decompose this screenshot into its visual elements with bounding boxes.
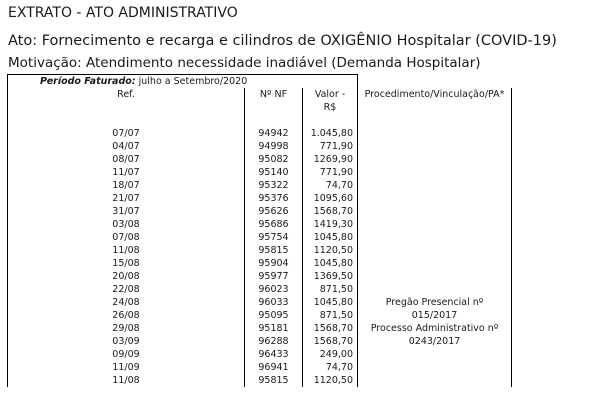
row-nf: 95815 [245,374,303,387]
motivation-line: Motivação: Atendimento necessidade inadiável (Demanda Hospitalar) [8,55,481,71]
row-ref: 20/08 [8,270,245,283]
row-procedimento [358,192,512,205]
valor-header-line1: Valor - [314,89,346,100]
period-value: julho a Setembro/2020 [138,76,248,87]
row-valor: 1.045,80 [303,127,358,140]
row-valor: 771,90 [303,140,358,153]
row-valor: 1095,60 [303,192,358,205]
period-row [8,75,512,89]
row-nf: 96433 [245,348,303,361]
row-procedimento [358,283,512,296]
column-header-procedimento: Procedimento/Vinculação/PA* [358,88,512,114]
row-nf: 95904 [245,257,303,270]
row-procedimento [358,153,512,166]
row-procedimento [358,218,512,231]
row-valor: 1419,30 [303,218,358,231]
row-ref: 11/08 [8,244,245,257]
row-ref: 03/09 [8,335,245,348]
table-row [8,205,512,218]
row-nf: 95977 [245,270,303,283]
row-nf: 95082 [245,153,303,166]
row-valor: 1568,70 [303,322,358,335]
invoice-table [7,74,512,387]
table-header-row [8,88,512,114]
row-valor: 871,50 [303,309,358,322]
table-row [8,166,512,179]
row-nf: 96288 [245,335,303,348]
table-row [8,192,512,205]
row-ref: 22/08 [8,283,245,296]
row-valor: 1045,80 [303,257,358,270]
row-ref: 09/09 [8,348,245,361]
row-ref: 07/07 [8,127,245,140]
row-nf: 95322 [245,179,303,192]
table-row [8,322,512,335]
row-procedimento [358,244,512,257]
row-procedimento: 0243/2017 [358,335,512,348]
row-ref: 31/07 [8,205,245,218]
row-procedimento [358,179,512,192]
row-procedimento [358,166,512,179]
table-row [8,374,512,387]
table-row [8,231,512,244]
valor-header-line2: R$ [323,102,337,113]
row-ref: 03/08 [8,218,245,231]
row-nf: 96023 [245,283,303,296]
row-procedimento [358,231,512,244]
column-header-ref: Ref. [8,88,245,114]
row-nf: 95095 [245,309,303,322]
row-valor: 1045,80 [303,296,358,309]
row-procedimento [358,205,512,218]
row-nf: 94942 [245,127,303,140]
row-ref: 11/09 [8,361,245,374]
row-nf: 95754 [245,231,303,244]
table-row [8,296,512,309]
row-valor: 74,70 [303,179,358,192]
row-procedimento [358,140,512,153]
document-title: EXTRATO - ATO ADMINISTRATIVO [8,5,238,21]
row-ref: 21/07 [8,192,245,205]
row-procedimento [358,127,512,140]
column-header-nf: Nº NF [245,88,303,114]
row-valor: 1269,90 [303,153,358,166]
row-nf: 95140 [245,166,303,179]
row-procedimento [358,348,512,361]
row-ref: 24/08 [8,296,245,309]
table-row [8,127,512,140]
table-row [8,283,512,296]
row-valor: 871,50 [303,283,358,296]
row-nf: 96941 [245,361,303,374]
row-valor: 1045,80 [303,231,358,244]
row-ref: 08/07 [8,153,245,166]
row-procedimento [358,374,512,387]
row-procedimento: 015/2017 [358,309,512,322]
row-valor: 1568,70 [303,205,358,218]
row-nf: 95376 [245,192,303,205]
row-nf: 94998 [245,140,303,153]
row-procedimento [358,270,512,283]
row-nf: 95181 [245,322,303,335]
row-valor: 1369,50 [303,270,358,283]
column-header-valor [303,88,358,114]
table-row [8,179,512,192]
row-nf: 95626 [245,205,303,218]
row-valor: 1568,70 [303,335,358,348]
row-valor: 74,70 [303,361,358,374]
row-ref: 11/07 [8,166,245,179]
row-ref: 07/08 [8,231,245,244]
table-row [8,309,512,322]
row-nf: 95815 [245,244,303,257]
table-row [8,335,512,348]
table-row [8,361,512,374]
row-procedimento: Processo Administrativo nº [358,322,512,335]
row-valor: 1120,50 [303,244,358,257]
row-procedimento [358,257,512,270]
table-row [8,348,512,361]
table-row [8,218,512,231]
ato-line: Ato: Fornecimento e recarga e cilindros de OXIGÊNIO Hospitalar (COVID-19) [8,33,557,49]
period-label: Período Faturado: [40,76,136,87]
row-nf: 95686 [245,218,303,231]
row-ref: 26/08 [8,309,245,322]
row-procedimento [358,361,512,374]
row-ref: 11/08 [8,374,245,387]
table-row [8,257,512,270]
row-ref: 15/08 [8,257,245,270]
row-ref: 04/07 [8,140,245,153]
row-valor: 1120,50 [303,374,358,387]
row-ref: 18/07 [8,179,245,192]
row-valor: 771,90 [303,166,358,179]
row-ref: 29/08 [8,322,245,335]
row-valor: 249,00 [303,348,358,361]
row-nf: 96033 [245,296,303,309]
table-row [8,140,512,153]
table-row [8,270,512,283]
table-row [8,244,512,257]
row-procedimento: Pregão Presencial nº [358,296,512,309]
table-row [8,153,512,166]
